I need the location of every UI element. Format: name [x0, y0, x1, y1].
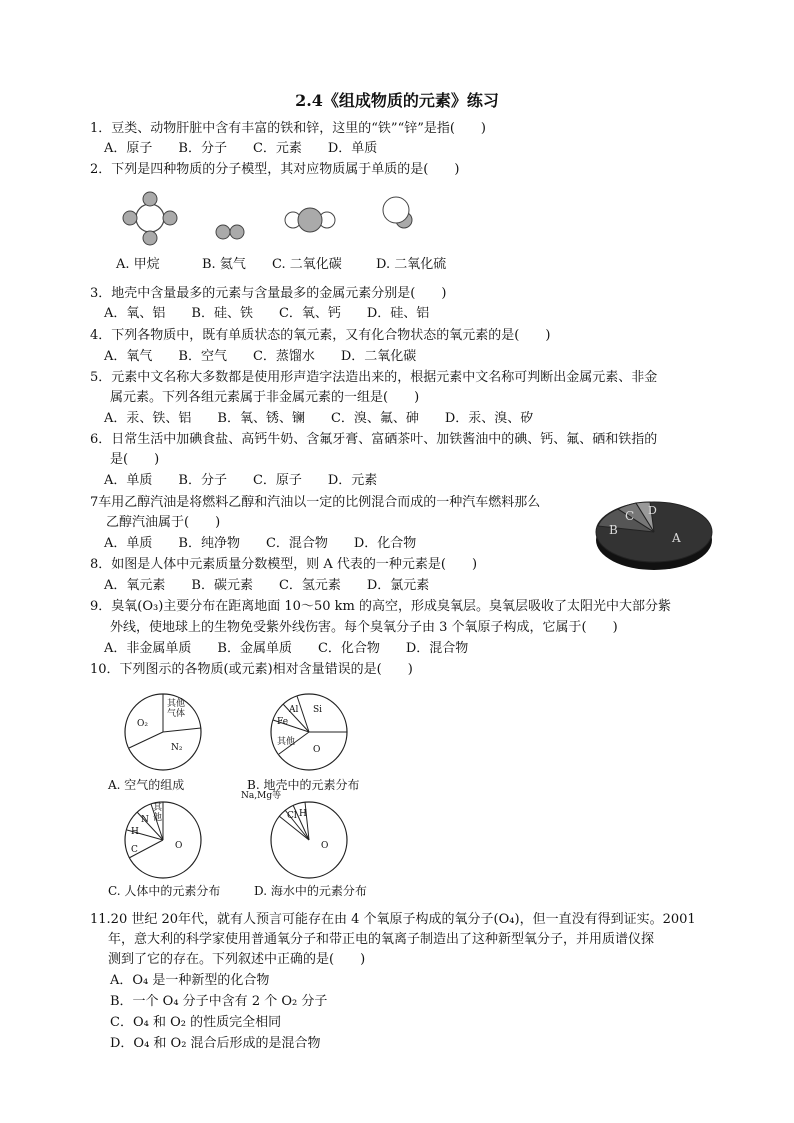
pie-b-label-si: Si	[313, 705, 323, 715]
sulfur-dioxide-model	[383, 197, 412, 228]
option-b-helium: B. 氦气	[202, 257, 246, 272]
molecule-models-figure	[110, 190, 490, 254]
question-2-stem: 2．下列是四种物质的分子模型，其对应物质属于单质的是( )	[90, 162, 460, 177]
pie-c-label-other-2: 他	[153, 813, 163, 823]
pie-a-label-other: 其他	[167, 699, 186, 709]
pie-air-composition	[123, 692, 213, 772]
question-11-stem-line1: 11.20 世纪 20年代，就有人预言可能存在由 4 个氧原子构成的氧分子(O₄)，但一直没有得到证实。2001	[90, 912, 696, 927]
question-4-options: A．氧气 B．空气 C．蒸馏水 D．二氧化碳	[104, 349, 417, 364]
question-11-option-b: B．一个 O₄ 分子中含有 2 个 O₂ 分子	[110, 994, 328, 1009]
pie-label-d: D	[648, 504, 657, 517]
pie-label-b: B	[609, 523, 618, 537]
question-6-options: A．单质 B．分子 C．原子 D．元素	[104, 473, 378, 488]
question-5-options: A．汞、铁、铝 B．氧、锈、镧 C．溴、氟、砷 D．汞、溴、矽	[104, 411, 534, 426]
pie-b-label-other: 其他	[277, 737, 296, 747]
helium-model	[216, 225, 244, 239]
pie-d-label-na-mg: Na,Mg等	[241, 791, 282, 801]
carbon-dioxide-model	[285, 208, 335, 232]
option-a-methane: A. 甲烷	[116, 257, 160, 272]
question-1-stem: 1．豆类、动物肝脏中含有丰富的铁和锌，这里的“铁”“锌”是指( )	[90, 121, 486, 136]
pie-a-caption: A. 空气的组成	[108, 778, 185, 792]
pie-d-label-cl: Cl	[287, 811, 297, 821]
body-element-pie-chart	[592, 496, 722, 580]
question-11-stem-line2: 年，意大利的科学家使用普通氧分子和带正电的氧离子制造出了这种新型氧分子，并用质谱仪探	[108, 932, 655, 947]
pie-a-label-n2: N₂	[171, 743, 183, 753]
question-7-stem-line2: 乙醇汽油属于( )	[106, 515, 221, 530]
pie-c-caption: C. 人体中的元素分布	[108, 884, 221, 898]
pie-d-caption: D. 海水中的元素分布	[254, 884, 367, 898]
pie-c-label-o: O	[175, 841, 183, 851]
pie-c-label-other-1: 其	[153, 803, 163, 813]
option-d-sulfur-dioxide: D. 二氧化硫	[376, 257, 447, 272]
question-8-stem: 8．如图是人体中元素质量分数模型，则 A 代表的一种元素是( )	[90, 557, 478, 572]
question-5-stem-line2: 属元素。下列各组元素属于非金属元素的一组是( )	[110, 390, 420, 405]
pie-crust-elements	[269, 692, 359, 772]
question-3-options: A．氧、铝 B．硅、铁 C．氧、钙 D．硅、铝	[104, 306, 430, 321]
question-10-stem: 10．下列图示的各物质(或元素)相对含量错误的是( )	[90, 662, 413, 677]
question-9-stem-line2: 外线，使地球上的生物免受紫外线伤害。每个臭氧分子由 3 个氧原子构成，它属于( )	[110, 620, 618, 635]
question-1-options: A．原子 B．分子 C．元素 D．单质	[104, 141, 378, 156]
question-11-option-a: A．O₄ 是一种新型的化合物	[110, 973, 270, 988]
pie-label-c: C	[625, 509, 635, 523]
question-4-stem: 4．下列各物质中，既有单质状态的氧元素，又有化合物状态的氧元素的是( )	[90, 328, 551, 343]
pie-c-label-n: N	[141, 815, 149, 825]
question-9-options: A．非金属单质 B．金属单质 C．化合物 D．混合物	[104, 641, 469, 656]
pie-human-body-elements	[123, 800, 213, 880]
question-9-stem-line1: 9．臭氧(O₃)主要分布在距离地面 10～50 km 的高空，形成臭氧层。臭氧层吸收了太阳光中大部分紫	[90, 599, 671, 614]
option-c-carbon-dioxide: C. 二氧化碳	[272, 257, 342, 272]
question-5-stem-line1: 5．元素中文名称大多数都是使用形声造字法造出来的，根据元素中文名称可判断出金属元素、非金	[90, 370, 658, 385]
question-11-option-d: D．O₄ 和 O₂ 混合后形成的是混合物	[110, 1036, 321, 1051]
pie-a-label-gas: 气体	[167, 709, 186, 719]
question-6-stem-line1: 6．日常生活中加碘食盐、高钙牛奶、含氟牙膏、富硒茶叶、加铁酱油中的碘、钙、氟、硒和铁指的	[90, 432, 658, 447]
pie-c-label-c: C	[131, 845, 138, 855]
pie-c-label-h: H	[131, 827, 139, 837]
page-title: 2.4《组成物质的元素》练习	[295, 91, 499, 110]
pie-a-label-o2: O₂	[137, 719, 148, 729]
pie-b-caption: B. 地壳中的元素分布	[247, 778, 360, 792]
pie-d-label-h: H	[299, 809, 307, 819]
pie-label-a: A	[672, 531, 681, 545]
question-11-option-c: C．O₄ 和 O₂ 的性质完全相同	[110, 1015, 282, 1030]
pie-b-label-fe: Fe	[277, 717, 289, 727]
pie-d-label-o: O	[321, 841, 329, 851]
question-7-options: A．单质 B．纯净物 C．混合物 D．化合物	[104, 536, 417, 551]
pie-seawater-elements	[241, 791, 359, 880]
question-3-stem: 3．地壳中含量最多的元素与含量最多的金属元素分别是( )	[90, 286, 447, 301]
question-11-stem-line3: 测到了它的存在。下列叙述中正确的是( )	[108, 952, 366, 967]
question-8-options: A．氧元素 B．碳元素 C．氢元素 D．氯元素	[104, 578, 430, 593]
pie-b-label-o: O	[313, 745, 321, 755]
question-7-stem-line1: 7车用乙醇汽油是将燃料乙醇和汽油以一定的比例混合而成的一种汽车燃料那么	[90, 495, 541, 510]
question-6-stem-line2: 是( )	[110, 452, 160, 467]
pie-b-label-al: Al	[289, 705, 299, 715]
methane-model	[123, 192, 177, 245]
